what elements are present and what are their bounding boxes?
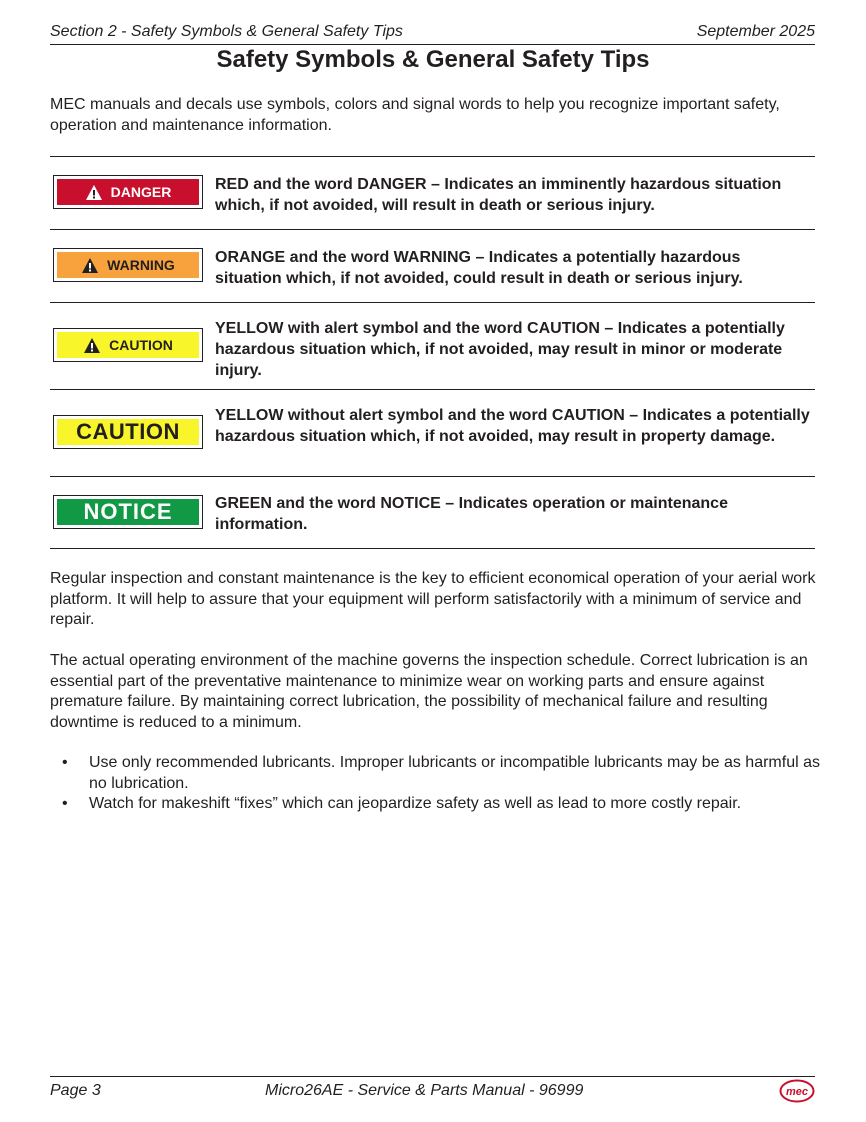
signal-row-notice bbox=[50, 476, 815, 549]
warning-triangle-icon bbox=[83, 337, 101, 354]
signal-word-table bbox=[50, 156, 815, 549]
page-header bbox=[50, 22, 815, 45]
list-item bbox=[50, 753, 820, 794]
warning-description: ORANGE and the word WARNING – Indicates a potentially hazardous situation which, if not avoided, could result in death or serious injury. bbox=[215, 249, 743, 287]
caution-description: YELLOW without alert symbol and the word CAUTION – Indicates a potentially hazardous situation which, if not avoided, may result in property damage. bbox=[215, 407, 810, 445]
signal-row-caution bbox=[50, 389, 815, 476]
signal-row-warning bbox=[50, 229, 815, 302]
notice-badge bbox=[53, 495, 203, 529]
bullet-text: Watch for makeshift “fixes” which can jeopardize safety as well as lead to more costly repair. bbox=[89, 795, 742, 812]
mec-logo-text: mec bbox=[785, 1086, 809, 1098]
caution-alert-badge bbox=[53, 328, 203, 362]
danger-description: RED and the word DANGER – Indicates an imminently hazardous situation which, if not avoided, will result in death or serious injury. bbox=[215, 176, 782, 214]
bullet-list bbox=[50, 753, 820, 815]
warning-triangle-icon bbox=[81, 257, 99, 274]
notice-description: GREEN and the word NOTICE – Indicates operation or maintenance information. bbox=[215, 495, 728, 533]
page-title: Safety Symbols & General Safety Tips bbox=[216, 46, 650, 73]
lubrication-paragraph: The actual operating environment of the machine governs the inspection schedule. Correct lubrication is an essential part of the preventative maintenance to minimize wear on working parts and ensure against premature failure. By maintaining correct lubrication, the possibility of mechanical failure and resulting downtime is reduced to a minimum. bbox=[50, 652, 808, 731]
danger-label: DANGER bbox=[110, 184, 172, 200]
bullet-icon: • bbox=[62, 754, 68, 771]
warning-badge bbox=[53, 248, 203, 282]
intro-paragraph: MEC manuals and decals use symbols, colors and signal words to help you recognize important safety, operation and maintenance information. bbox=[50, 96, 780, 134]
danger-badge bbox=[53, 175, 203, 209]
signal-row-danger bbox=[50, 156, 815, 229]
caution-alert-description: YELLOW with alert symbol and the word CAUTION – Indicates a potentially hazardous situation which, if not avoided, may result in minor or moderate injury. bbox=[215, 320, 785, 379]
warning-label: WARNING bbox=[107, 257, 175, 273]
bullet-icon: • bbox=[62, 795, 68, 812]
bullet-text: Use only recommended lubricants. Improper lubricants or incompatible lubricants may be as harmful as no lubrication. bbox=[89, 754, 820, 792]
caution-badge bbox=[53, 415, 203, 449]
mec-logo-icon bbox=[779, 1079, 815, 1103]
signal-row-caution-alert bbox=[50, 302, 815, 389]
caution-alert-label: CAUTION bbox=[109, 337, 173, 353]
manual-title: Micro26AE - Service & Parts Manual - 96999 bbox=[265, 1082, 584, 1099]
notice-label: NOTICE bbox=[83, 499, 173, 524]
caution-label: CAUTION bbox=[76, 419, 180, 444]
section-title: Section 2 - Safety Symbols & General Safety Tips bbox=[50, 23, 403, 40]
page-number: Page 3 bbox=[50, 1082, 101, 1099]
inspection-paragraph: Regular inspection and constant maintenance is the key to efficient economical operation of your aerial work platform. It will help to assure that your equipment will perform satisfactorily with a minimum of service and repair. bbox=[50, 570, 816, 628]
warning-triangle-icon bbox=[85, 184, 103, 201]
page-footer bbox=[50, 1076, 815, 1103]
header-date: September 2025 bbox=[696, 23, 815, 40]
list-item bbox=[50, 794, 820, 815]
